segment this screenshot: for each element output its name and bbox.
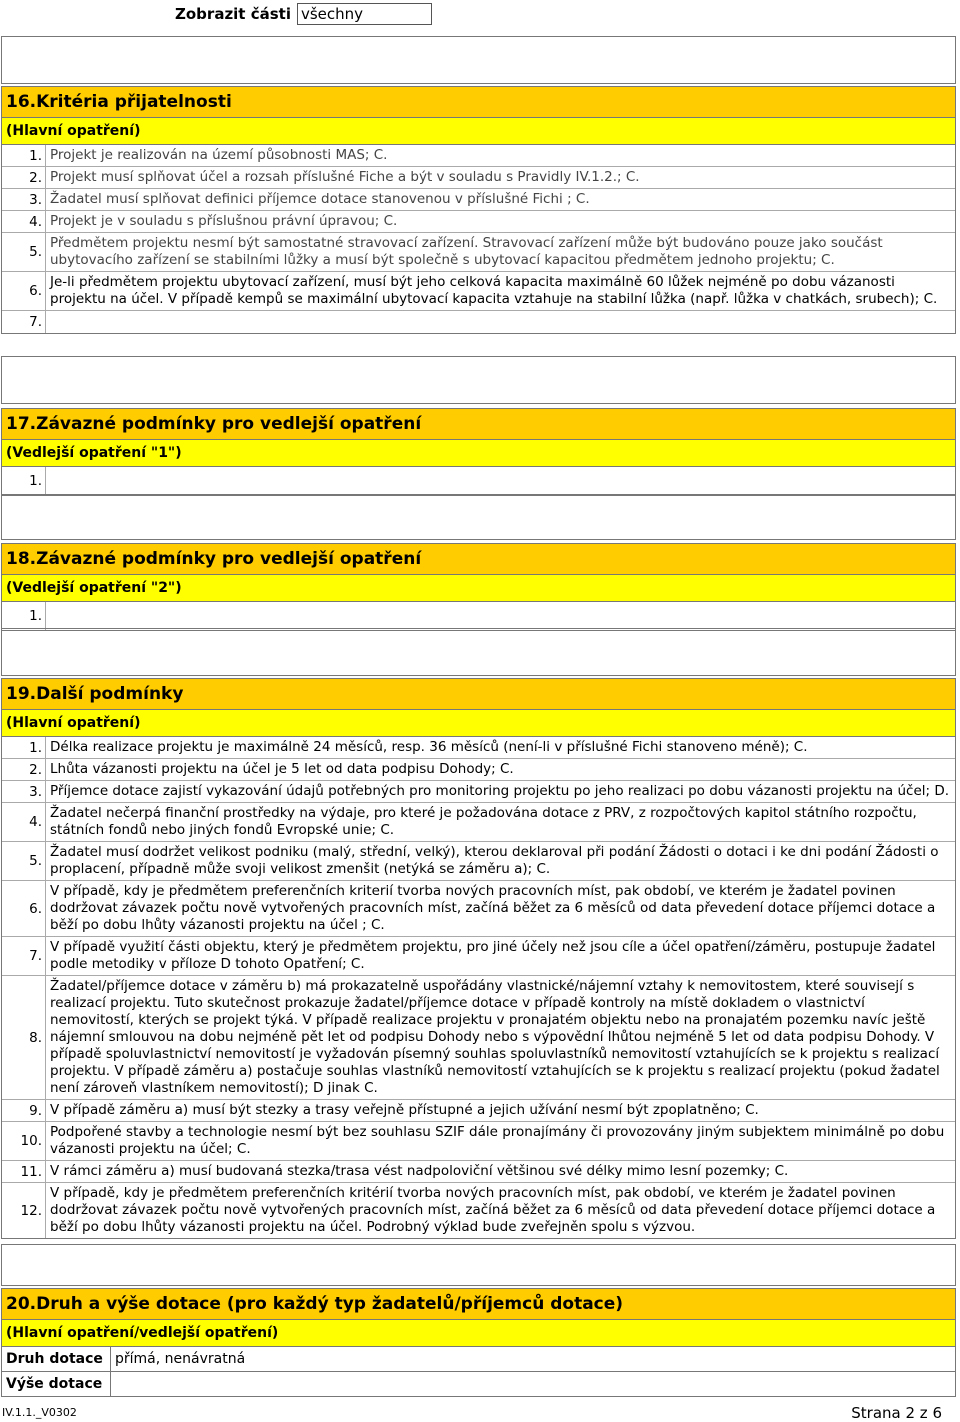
item-number: 8. (2, 976, 46, 1099)
list-item (2, 311, 955, 333)
item-number: 6. (2, 881, 46, 936)
section-filter-label: Zobrazit části (175, 5, 291, 23)
section-18 (1, 543, 956, 631)
item-number: 2. (2, 759, 46, 780)
item-text: Projekt je v souladu s příslušnou právní úpravou; C. (50, 213, 398, 229)
vyse-dotace-row (2, 1372, 955, 1396)
item-text: Žadatel/příjemce dotace v záměru b) má prokazatelně uspořádány vlastnické/nájemní vztahy k nemovitostem, které souvisejí s realizací projektu. Tuto skutečnost prokazuje žadatel/příjemce dotace v případě kontroly na místě dokladem o vlastnictví nemovitostí, kterých se projekt týká. V případě realizace projektu v pronajatém objektu nebo na pronajatém pozemku navíc ještě nájemní smlouvou na dobu nejméně pět let od podpisu Dohody nebo s výpovědní lhůtou nejméně 5 let od data podpisu Dohody. V případě spoluvlastnictví nemovitostí je vyžadován písemný souhlas spoluvlastníků nemovitostí vztahujících se k projektu s realizací projektu. V případě záměru a) postačuje souhlas vlastníků nemovitostí vztahujících se k projektu s realizací projektu (pokud žadatel není zároveň vlastníkem nemovitostí); D jinak C. (50, 978, 940, 1096)
section-title: 20.Druh a výše dotace (pro každý typ žadatelů/příjemců dotace) (2, 1289, 955, 1320)
list-item (2, 976, 955, 1100)
list-item (2, 937, 955, 976)
list-item (2, 1161, 955, 1183)
druh-dotace-value: přímá, nenávratná (115, 1351, 246, 1367)
section-subtitle: (Hlavní opatření/vedlejší opatření) (2, 1320, 955, 1347)
document-code: IV.1.1._V0302 (2, 1406, 77, 1419)
item-number: 7. (2, 311, 46, 333)
list-item (2, 842, 955, 881)
item-number: 4. (2, 211, 46, 232)
section-subtitle: (Hlavní opatření) (2, 710, 955, 737)
list-item (2, 467, 955, 495)
section-subtitle: (Vedlejší opatření "2") (2, 575, 955, 602)
item-number: 2. (2, 167, 46, 188)
item-number: 11. (2, 1161, 46, 1182)
spacer-box (1, 494, 956, 540)
druh-dotace-label: Druh dotace (2, 1347, 111, 1371)
section-filter (175, 0, 432, 28)
list-item (2, 233, 955, 272)
list-item (2, 803, 955, 842)
spacer-box (1, 36, 956, 84)
item-text: Předmětem projektu nesmí být samostatné stravovací zařízení. Stravovací zařízení může být budováno pouze jako součást ubytovacího zařízení se stabilními lůžky a musí být společně s ubytovací kapacitou předmětem jednoho projektu; C. (50, 235, 883, 268)
item-text (46, 311, 955, 333)
section-title: 16.Kritéria přijatelnosti (2, 87, 955, 118)
item-number: 1. (2, 467, 46, 495)
item-text: Lhůta vázanosti projektu na účel je 5 let od data podpisu Dohody; C. (50, 761, 514, 777)
section-title: 19.Další podmínky (2, 679, 955, 710)
list-item (2, 781, 955, 803)
item-number: 4. (2, 803, 46, 841)
vyse-dotace-label: Výše dotace (2, 1372, 111, 1396)
item-number: 6. (2, 272, 46, 310)
item-text: Podpořené stavby a technologie nesmí být bez souhlasu SZIF dále pronajímány či provozovány jiným subjektem minimálně po dobu vázanosti projektu na účel; C. (50, 1124, 945, 1157)
section-19 (1, 678, 956, 1239)
section-filter-select[interactable]: všechny (297, 3, 432, 25)
section-20 (1, 1288, 956, 1397)
item-text: Délka realizace projektu je maximálně 24 měsíců, resp. 36 měsíců (není-li v příslušné Fichi stanoveno méně); C. (50, 739, 808, 755)
item-text: V případě, kdy je předmětem preferenčních kriterií tvorba nových pracovních míst, pak období, ve kterém je žadatel povinen dodržovat závazek počtu nově vytvořených pracovních míst, začíná běžet za 6 měsíců od data převedení dotace příjemci dotace a běží po dobu lhůty vázanosti projektu na účel ; C. (50, 883, 936, 933)
list-item (2, 1100, 955, 1122)
item-number: 5. (2, 842, 46, 880)
item-text: Je-li předmětem projektu ubytovací zařízení, musí být jeho celková kapacita maximálně 60 lůžek nejméně po dobu vázanosti projektu na účel. V případě kempů se maximální ubytovací kapacita vztahuje na stabilní lůžka (např. lůžka v chatkách, srubech); C. (50, 274, 938, 307)
section-subtitle: (Hlavní opatření) (2, 118, 955, 145)
item-text: Žadatel nečerpá finanční prostředky na výdaje, pro které je požadována dotace z PRV, z rozpočtových kapitol státního rozpočtu, státních fondů nebo jiných fondů Evropské unie; C. (50, 805, 917, 838)
item-text: V rámci záměru a) musí budovaná stezka/trasa vést nadpoloviční většinou své délky mimo lesní pozemky; C. (50, 1163, 789, 1179)
spacer-box (1, 628, 956, 676)
section-title: 18.Závazné podmínky pro vedlejší opatření (2, 544, 955, 575)
item-text: Projekt je realizován na území působnosti MAS; C. (50, 147, 388, 163)
page-number: Strana 2 z 6 (851, 1404, 942, 1422)
item-number: 9. (2, 1100, 46, 1121)
item-text (46, 467, 955, 495)
section-16 (1, 86, 956, 334)
item-text: Příjemce dotace zajistí vykazování údajů potřebných pro monitoring projektu po jeho realizaci po dobu vázanosti projektu na účel; D. (50, 783, 950, 799)
item-number: 3. (2, 781, 46, 802)
section-subtitle: (Vedlejší opatření "1") (2, 440, 955, 467)
item-number: 3. (2, 189, 46, 210)
list-item (2, 1183, 955, 1238)
item-number: 1. (2, 737, 46, 758)
item-text: V případě záměru a) musí být stezky a trasy veřejně přístupné a jejich užívání nesmí být zpoplatněno; C. (50, 1102, 759, 1118)
section-17 (1, 408, 956, 496)
list-item (2, 167, 955, 189)
list-item (2, 602, 955, 630)
item-number: 5. (2, 233, 46, 271)
list-item (2, 211, 955, 233)
item-text: Žadatel musí splňovat definici příjemce dotace stanovenou v příslušné Fichi ; C. (50, 191, 590, 207)
item-number: 1. (2, 602, 46, 630)
item-text: Projekt musí splňovat účel a rozsah příslušné Fiche a být v souladu s Pravidly IV.1.2.; C. (50, 169, 640, 185)
spacer-box (1, 1244, 956, 1286)
list-item (2, 759, 955, 781)
item-number: 7. (2, 937, 46, 975)
list-item (2, 189, 955, 211)
list-item (2, 881, 955, 937)
list-item (2, 272, 955, 311)
item-text: V případě využití části objektu, který je předmětem projektu, pro jiné účely než jsou cíle a účel opatření/záměru, postupuje žadatel podle metodiky v příloze D tohoto Opatření; C. (50, 939, 936, 972)
list-item (2, 1122, 955, 1161)
list-item (2, 737, 955, 759)
spacer-box (1, 356, 956, 404)
item-text: Žadatel musí dodržet velikost podniku (malý, střední, velký), kterou deklaroval při podání Žádosti o dotaci i ke dni podání Žádosti o proplacení, případně může svoji velikost zmenšit (netýká se záměru a); C. (50, 844, 939, 877)
item-number: 10. (2, 1122, 46, 1160)
item-text (46, 602, 955, 630)
item-number: 1. (2, 145, 46, 166)
list-item (2, 145, 955, 167)
item-text: V případě, kdy je předmětem preferenčních kritérií tvorba nových pracovních míst, pak období, ve kterém je žadatel povinen dodržovat závazek počtu nově vytvořených pracovních míst, začíná běžet za 6 měsíců od data převedení dotace příjemci dotace a běží po dobu lhůty vázanosti projektu na účel. Podrobný výklad bude zveřejněn spolu s výzvou. (50, 1185, 936, 1235)
item-number: 12. (2, 1183, 46, 1238)
druh-dotace-row (2, 1347, 955, 1372)
section-title: 17.Závazné podmínky pro vedlejší opatření (2, 409, 955, 440)
